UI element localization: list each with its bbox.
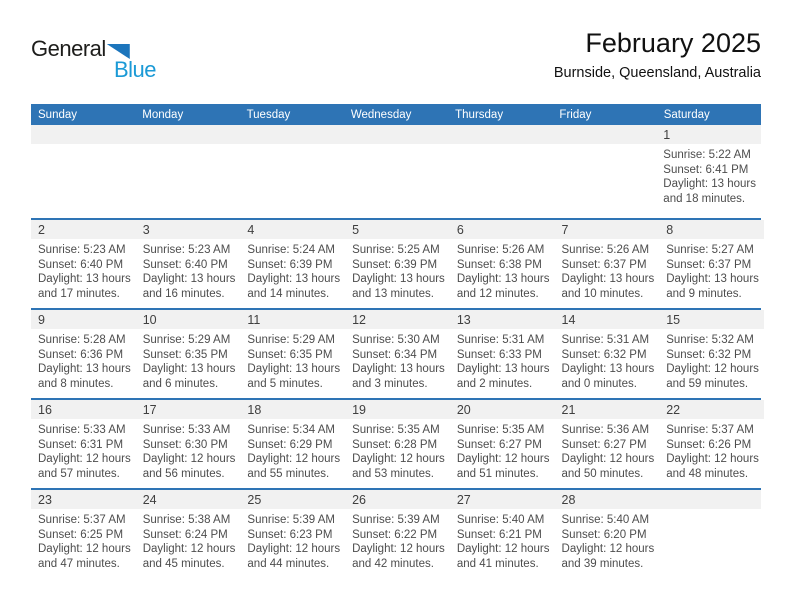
day-number [659, 490, 761, 509]
week-row-4 [31, 398, 761, 488]
daylight-text-line1: Daylight: 13 hours [352, 363, 445, 376]
daylight-text-line1: Daylight: 12 hours [666, 363, 759, 376]
month-title: February 2025 [585, 28, 761, 58]
day-cell-7 [555, 220, 660, 308]
day-number: 17 [136, 400, 241, 419]
sunset-text: Sunset: 6:33 PM [456, 348, 542, 361]
sunrise-text: Sunrise: 5:36 AM [561, 424, 650, 436]
day-number: 8 [659, 220, 764, 239]
sunset-text: Sunset: 6:38 PM [456, 258, 542, 271]
sunset-text: Sunset: 6:21 PM [456, 528, 542, 541]
sunrise-text: Sunrise: 5:34 AM [247, 424, 335, 436]
daylight-text-line2: and 59 minutes. [666, 377, 749, 390]
sunset-text: Sunset: 6:41 PM [663, 163, 749, 176]
daylight-text-line2: and 42 minutes. [352, 557, 434, 570]
sunset-text: Sunset: 6:23 PM [247, 528, 333, 541]
daylight-text-line1: Daylight: 12 hours [142, 453, 236, 466]
day-number: 21 [555, 400, 660, 419]
day-number: 27 [450, 490, 555, 509]
daylight-text-line1: Daylight: 12 hours [666, 453, 759, 466]
day-number: 23 [31, 490, 136, 509]
day-cell-empty [135, 125, 239, 218]
sunrise-text: Sunrise: 5:22 AM [663, 149, 751, 161]
day-cell-empty [344, 125, 448, 218]
day-number: 19 [345, 400, 450, 419]
weekday-header-tuesday: Tuesday [246, 109, 291, 121]
daylight-text-line1: Daylight: 12 hours [247, 543, 341, 556]
day-details [555, 509, 660, 571]
day-details [555, 419, 660, 481]
day-number: 28 [555, 490, 660, 509]
location-subtitle: Burnside, Queensland, Australia [553, 65, 761, 81]
sunset-text: Sunset: 6:31 PM [38, 438, 124, 451]
daylight-text-line2: and 9 minutes. [666, 287, 742, 300]
sunrise-text: Sunrise: 5:35 AM [456, 424, 545, 436]
day-details [31, 419, 136, 481]
daylight-text-line1: Daylight: 13 hours [142, 273, 236, 286]
sunrise-text: Sunrise: 5:32 AM [666, 334, 754, 346]
sunset-text: Sunset: 6:26 PM [666, 438, 752, 451]
daylight-text-line2: and 13 minutes. [352, 287, 434, 300]
day-details [31, 329, 136, 391]
day-number: 5 [345, 220, 450, 239]
daylight-text-line2: and 3 minutes. [352, 377, 428, 390]
day-cell-4 [240, 220, 345, 308]
sunrise-text: Sunrise: 5:35 AM [352, 424, 440, 436]
sunset-text: Sunset: 6:22 PM [352, 528, 438, 541]
day-number [239, 125, 343, 144]
daylight-text-line2: and 5 minutes. [247, 377, 323, 390]
day-number: 13 [450, 310, 555, 329]
logo-text-blue: Blue [113, 57, 156, 82]
sunrise-text: Sunrise: 5:39 AM [247, 514, 335, 526]
sunrise-text: Sunrise: 5:39 AM [352, 514, 440, 526]
sunset-text: Sunset: 6:29 PM [247, 438, 333, 451]
day-cell-23 [31, 490, 136, 571]
daylight-text-line1: Daylight: 13 hours [38, 363, 131, 376]
sunrise-text: Sunrise: 5:27 AM [666, 244, 754, 256]
day-cell-26 [345, 490, 450, 571]
daylight-text-line2: and 0 minutes. [561, 377, 637, 390]
daylight-text-line1: Daylight: 13 hours [38, 273, 131, 286]
day-number [552, 125, 656, 144]
daylight-text-line2: and 8 minutes. [38, 377, 114, 390]
sunset-text: Sunset: 6:32 PM [561, 348, 647, 361]
sunset-text: Sunset: 6:36 PM [38, 348, 124, 361]
day-details [659, 239, 764, 301]
day-number: 14 [555, 310, 660, 329]
sunset-text: Sunset: 6:35 PM [247, 348, 333, 361]
day-details [450, 509, 555, 571]
sunrise-text: Sunrise: 5:38 AM [142, 514, 231, 526]
sunrise-text: Sunrise: 5:29 AM [247, 334, 335, 346]
sunset-text: Sunset: 6:28 PM [352, 438, 438, 451]
daylight-text-line2: and 18 minutes. [663, 192, 746, 205]
daylight-text-line1: Daylight: 12 hours [352, 453, 445, 466]
sunset-text: Sunset: 6:24 PM [142, 528, 228, 541]
sunset-text: Sunset: 6:27 PM [456, 438, 542, 451]
daylight-text-line1: Daylight: 13 hours [142, 363, 236, 376]
day-details [31, 509, 136, 571]
sunrise-text: Sunrise: 5:33 AM [142, 424, 231, 436]
day-cell-6 [450, 220, 555, 308]
sunrise-text: Sunrise: 5:29 AM [142, 334, 231, 346]
sunset-text: Sunset: 6:35 PM [142, 348, 228, 361]
sunrise-text: Sunrise: 5:25 AM [352, 244, 440, 256]
daylight-text-line2: and 57 minutes. [38, 467, 120, 480]
daylight-text-line1: Daylight: 12 hours [352, 543, 445, 556]
day-cell-9 [31, 310, 136, 398]
day-details [555, 239, 660, 301]
daylight-text-line1: Daylight: 12 hours [456, 453, 550, 466]
week-row-3 [31, 308, 761, 398]
daylight-text-line1: Daylight: 13 hours [456, 363, 550, 376]
sunrise-text: Sunrise: 5:33 AM [38, 424, 126, 436]
page-header [31, 0, 761, 104]
sunrise-text: Sunrise: 5:26 AM [456, 244, 545, 256]
day-cell-24 [136, 490, 241, 571]
daylight-text-line1: Daylight: 13 hours [561, 273, 655, 286]
daylight-text-line1: Daylight: 13 hours [456, 273, 550, 286]
day-cell-1 [656, 125, 761, 218]
daylight-text-line1: Daylight: 12 hours [142, 543, 236, 556]
day-details [656, 144, 761, 206]
sunset-text: Sunset: 6:40 PM [142, 258, 228, 271]
daylight-text-line2: and 50 minutes. [561, 467, 644, 480]
sunrise-text: Sunrise: 5:31 AM [561, 334, 650, 346]
weekday-header-friday: Friday [559, 109, 592, 121]
daylight-text-line2: and 56 minutes. [142, 467, 225, 480]
sunrise-text: Sunrise: 5:40 AM [456, 514, 545, 526]
calendar-body [31, 125, 761, 571]
day-details [136, 419, 241, 481]
logo-text-general: General [31, 36, 106, 61]
day-number [448, 125, 552, 144]
daylight-text-line2: and 2 minutes. [456, 377, 533, 390]
daylight-text-line2: and 16 minutes. [142, 287, 225, 300]
day-cell-14 [555, 310, 660, 398]
daylight-text-line1: Daylight: 12 hours [247, 453, 341, 466]
day-details [450, 419, 555, 481]
sunset-text: Sunset: 6:37 PM [561, 258, 647, 271]
day-cell-10 [136, 310, 241, 398]
sunrise-text: Sunrise: 5:23 AM [142, 244, 231, 256]
day-details [345, 419, 450, 481]
day-number: 20 [450, 400, 555, 419]
day-cell-12 [345, 310, 450, 398]
day-number: 16 [31, 400, 136, 419]
day-cell-13 [450, 310, 555, 398]
daylight-text-line1: Daylight: 12 hours [38, 543, 131, 556]
day-cell-16 [31, 400, 136, 488]
daylight-text-line1: Daylight: 12 hours [38, 453, 131, 466]
day-details [31, 239, 136, 301]
day-cell-22 [659, 400, 764, 488]
weekday-header-thursday: Thursday [455, 109, 504, 121]
daylight-text-line2: and 14 minutes. [247, 287, 330, 300]
day-number: 12 [345, 310, 450, 329]
day-number: 24 [136, 490, 241, 509]
sunset-text: Sunset: 6:32 PM [666, 348, 752, 361]
weekday-header-saturday: Saturday [663, 109, 710, 121]
day-details [450, 329, 555, 391]
day-cell-21 [555, 400, 660, 488]
weekday-header-sunday: Sunday [38, 109, 78, 121]
day-number: 4 [240, 220, 345, 239]
day-cell-8 [659, 220, 764, 308]
day-details [345, 239, 450, 301]
day-cell-empty [448, 125, 552, 218]
day-number: 18 [240, 400, 345, 419]
daylight-text-line1: Daylight: 13 hours [247, 273, 341, 286]
day-number [31, 125, 135, 144]
sunset-text: Sunset: 6:20 PM [561, 528, 647, 541]
day-details [136, 509, 241, 571]
sunrise-text: Sunrise: 5:26 AM [561, 244, 650, 256]
day-details [136, 329, 241, 391]
day-number: 2 [31, 220, 136, 239]
daylight-text-line2: and 39 minutes. [561, 557, 644, 570]
daylight-text-line1: Daylight: 12 hours [456, 543, 550, 556]
daylight-text-line2: and 17 minutes. [38, 287, 120, 300]
sunset-text: Sunset: 6:27 PM [561, 438, 647, 451]
day-cell-15 [659, 310, 764, 398]
daylight-text-line2: and 51 minutes. [456, 467, 539, 480]
daylight-text-line1: Daylight: 13 hours [352, 273, 445, 286]
day-number: 1 [656, 125, 761, 144]
day-cell-20 [450, 400, 555, 488]
day-number: 26 [345, 490, 450, 509]
weekday-header-monday: Monday [142, 109, 184, 121]
daylight-text-line2: and 45 minutes. [142, 557, 225, 570]
week-row-2 [31, 218, 761, 308]
general-blue-logo [31, 38, 159, 80]
sunset-text: Sunset: 6:39 PM [352, 258, 438, 271]
day-cell-empty [659, 490, 761, 571]
sunrise-text: Sunrise: 5:30 AM [352, 334, 440, 346]
sunset-text: Sunset: 6:30 PM [142, 438, 228, 451]
day-details [240, 509, 345, 571]
day-cell-19 [345, 400, 450, 488]
calendar-table [31, 104, 761, 571]
day-number: 10 [136, 310, 241, 329]
week-row-5 [31, 488, 761, 571]
daylight-text-line2: and 53 minutes. [352, 467, 434, 480]
daylight-text-line1: Daylight: 12 hours [561, 453, 655, 466]
sunrise-text: Sunrise: 5:37 AM [666, 424, 754, 436]
day-details [240, 239, 345, 301]
sunrise-text: Sunrise: 5:37 AM [38, 514, 126, 526]
day-number: 6 [450, 220, 555, 239]
day-details [345, 509, 450, 571]
daylight-text-line2: and 47 minutes. [38, 557, 120, 570]
weekday-header-row [31, 104, 761, 125]
daylight-text-line1: Daylight: 13 hours [561, 363, 655, 376]
day-cell-empty [31, 125, 135, 218]
day-details [450, 239, 555, 301]
day-details [659, 329, 764, 391]
daylight-text-line2: and 41 minutes. [456, 557, 539, 570]
daylight-text-line2: and 48 minutes. [666, 467, 749, 480]
day-cell-28 [555, 490, 660, 571]
daylight-text-line1: Daylight: 12 hours [561, 543, 655, 556]
daylight-text-line2: and 6 minutes. [142, 377, 219, 390]
daylight-text-line2: and 10 minutes. [561, 287, 644, 300]
daylight-text-line1: Daylight: 13 hours [666, 273, 759, 286]
day-details [136, 239, 241, 301]
day-number: 7 [555, 220, 660, 239]
day-cell-empty [552, 125, 656, 218]
sunset-text: Sunset: 6:37 PM [666, 258, 752, 271]
sunset-text: Sunset: 6:40 PM [38, 258, 124, 271]
day-number: 3 [136, 220, 241, 239]
sunrise-text: Sunrise: 5:23 AM [38, 244, 126, 256]
sunset-text: Sunset: 6:25 PM [38, 528, 124, 541]
day-number: 22 [659, 400, 764, 419]
day-number: 11 [240, 310, 345, 329]
sunset-text: Sunset: 6:39 PM [247, 258, 333, 271]
day-number: 25 [240, 490, 345, 509]
day-cell-3 [136, 220, 241, 308]
daylight-text-line2: and 12 minutes. [456, 287, 539, 300]
daylight-text-line1: Daylight: 13 hours [247, 363, 341, 376]
day-number: 9 [31, 310, 136, 329]
weekday-header-wednesday: Wednesday [350, 109, 412, 121]
sunset-text: Sunset: 6:34 PM [352, 348, 438, 361]
day-number: 15 [659, 310, 764, 329]
day-cell-empty [239, 125, 343, 218]
daylight-text-line2: and 44 minutes. [247, 557, 330, 570]
sunrise-text: Sunrise: 5:40 AM [561, 514, 650, 526]
week-row-1 [31, 125, 761, 218]
daylight-text-line1: Daylight: 13 hours [663, 178, 756, 191]
day-number [344, 125, 448, 144]
day-cell-27 [450, 490, 555, 571]
day-details [345, 329, 450, 391]
sunrise-text: Sunrise: 5:24 AM [247, 244, 335, 256]
day-details [659, 419, 764, 481]
title-block [554, 28, 761, 81]
day-cell-11 [240, 310, 345, 398]
day-cell-18 [240, 400, 345, 488]
sunrise-text: Sunrise: 5:31 AM [456, 334, 545, 346]
day-details [240, 419, 345, 481]
sunrise-text: Sunrise: 5:28 AM [38, 334, 126, 346]
day-cell-5 [345, 220, 450, 308]
day-details [240, 329, 345, 391]
day-number [135, 125, 239, 144]
day-details [555, 329, 660, 391]
daylight-text-line2: and 55 minutes. [247, 467, 330, 480]
day-cell-2 [31, 220, 136, 308]
day-cell-25 [240, 490, 345, 571]
day-cell-17 [136, 400, 241, 488]
